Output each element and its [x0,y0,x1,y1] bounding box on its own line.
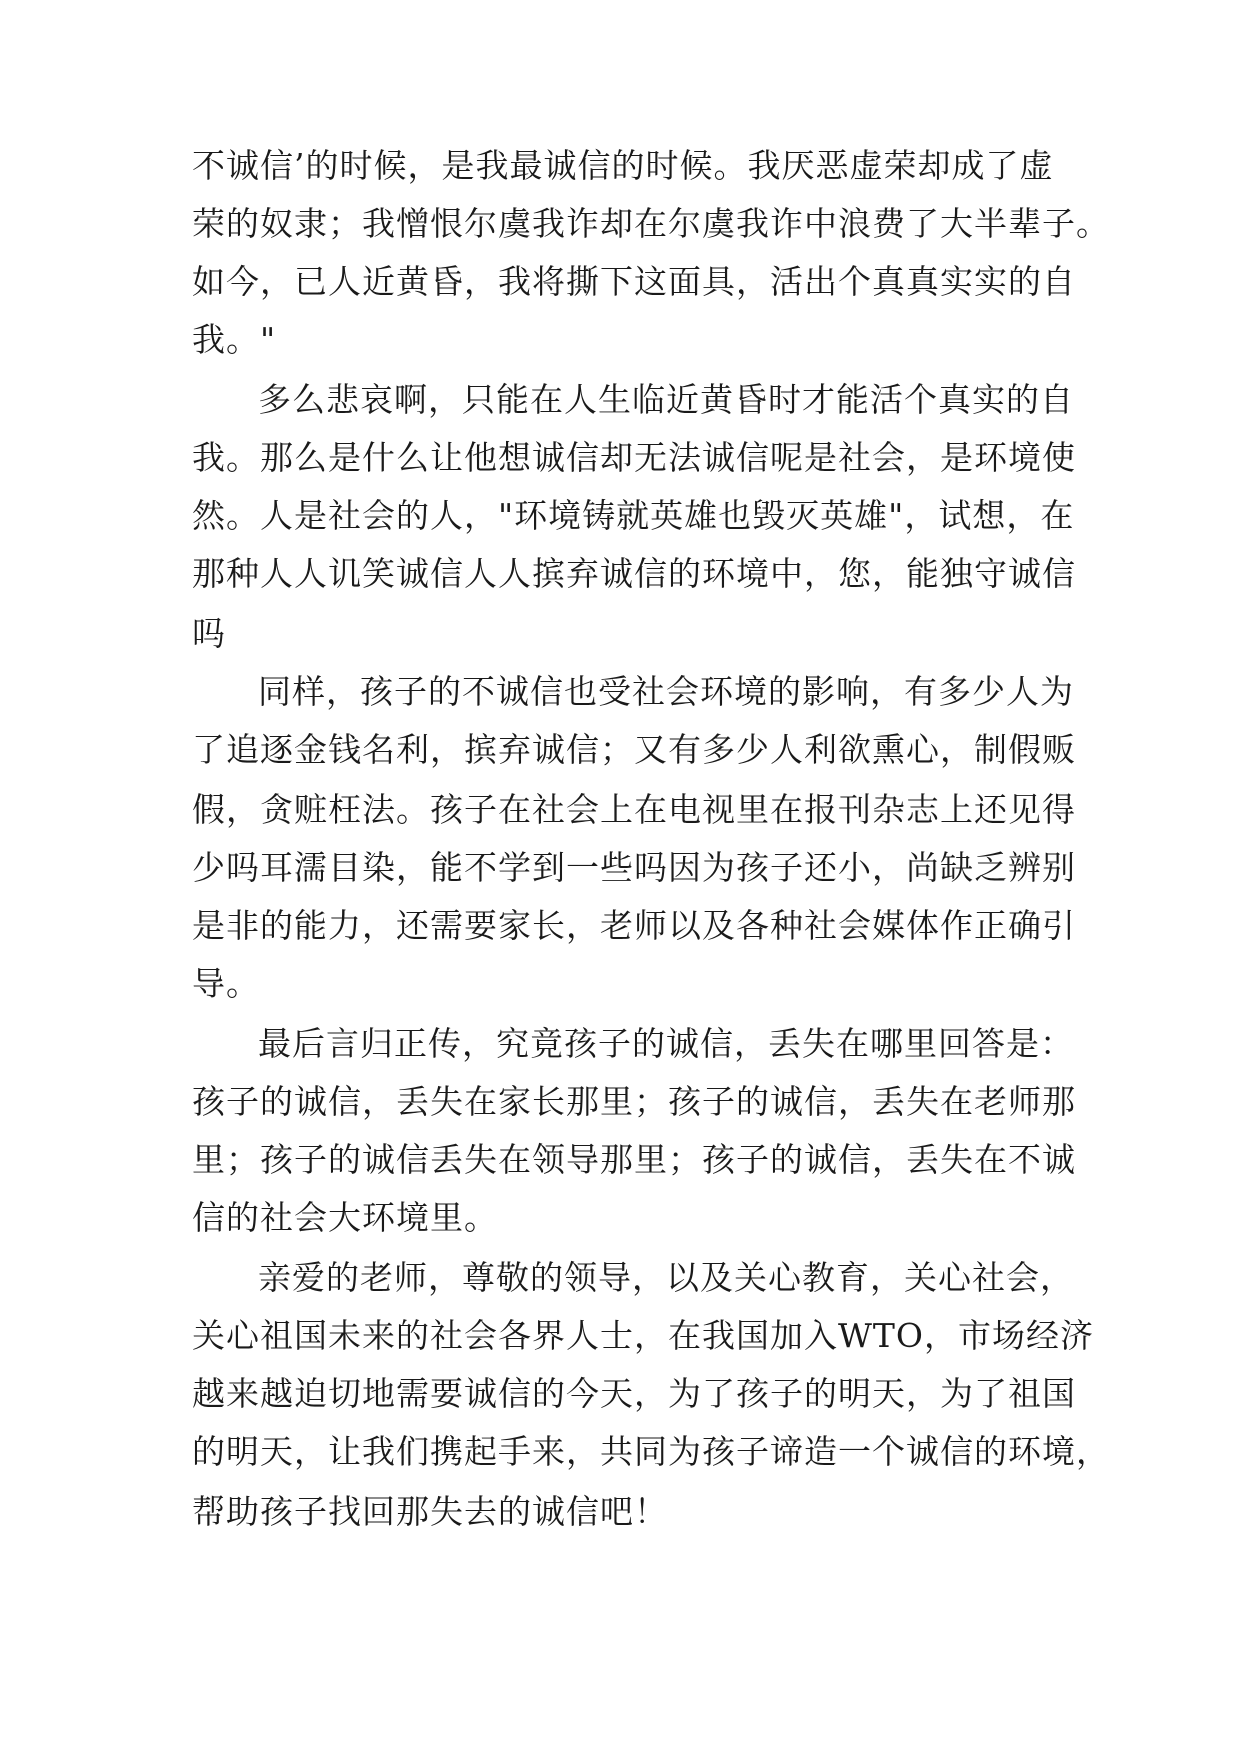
paragraph-5-line-3: 越来越迫切地需要诚信的今天，为了孩子的明天，为了祖国 [192,1374,1076,1413]
paragraph-2-line-5: 吗 [192,614,226,653]
paragraph-2-line-4: 那种人人讥笑诚信人人摈弃诚信的环境中，您，能独守诚信 [192,554,1076,593]
paragraph-3-line-1: 同样，孩子的不诚信也受社会环境的影响，有多少人为 [258,672,1074,711]
paragraph-4-line-3: 里；孩子的诚信丢失在领导那里；孩子的诚信，丢失在不诚 [192,1140,1076,1179]
paragraph-3-line-6: 导。 [192,964,260,1003]
paragraph-3-line-5: 是非的能力，还需要家长，老师以及各种社会媒体作正确引 [192,906,1076,945]
paragraph-2-line-2: 我。那么是什么让他想诚信却无法诚信呢是社会，是环境使 [192,438,1076,477]
paragraph-3-line-4: 少吗耳濡目染，能不学到一些吗因为孩子还小，尚缺乏辨别 [192,848,1076,887]
paragraph-1-line-3: 如今，已人近黄昏，我将撕下这面具，活出个真真实实的自 [192,262,1076,301]
paragraph-4-line-1: 最后言归正传，究竟孩子的诚信，丢失在哪里回答是： [258,1024,1074,1063]
paragraph-5-line-5: 帮助孩子找回那失去的诚信吧！ [192,1492,668,1531]
paragraph-1-line-4: 我。" [192,320,277,359]
paragraph-1-line-2: 荣的奴隶；我憎恨尔虞我诈却在尔虞我诈中浪费了大半辈子。 [192,204,1110,243]
paragraph-5-line-1: 亲爱的老师，尊敬的领导，以及关心教育，关心社会， [258,1258,1074,1297]
paragraph-4-line-4: 信的社会大环境里。 [192,1198,498,1237]
paragraph-4-line-2: 孩子的诚信，丢失在家长那里；孩子的诚信，丢失在老师那 [192,1082,1076,1121]
paragraph-1-line-1: 不诚信’的时候，是我最诚信的时候。我厌恶虚荣却成了虚 [192,146,1054,185]
paragraph-2-line-1: 多么悲哀啊，只能在人生临近黄昏时才能活个真实的自 [258,380,1074,419]
paragraph-5-line-2: 关心祖国未来的社会各界人士，在我国加入WTO，市场经济 [192,1316,1094,1355]
paragraph-3-line-3: 假，贪赃枉法。孩子在社会上在电视里在报刊杂志上还见得 [192,790,1076,829]
paragraph-5-line-4: 的明天，让我们携起手来，共同为孩子谛造一个诚信的环境， [192,1432,1110,1471]
paragraph-2-line-3: 然。人是社会的人，"环境铸就英雄也毁灭英雄"，试想，在 [192,496,1075,535]
paragraph-3-line-2: 了追逐金钱名利，摈弃诚信；又有多少人利欲熏心，制假贩 [192,730,1076,769]
